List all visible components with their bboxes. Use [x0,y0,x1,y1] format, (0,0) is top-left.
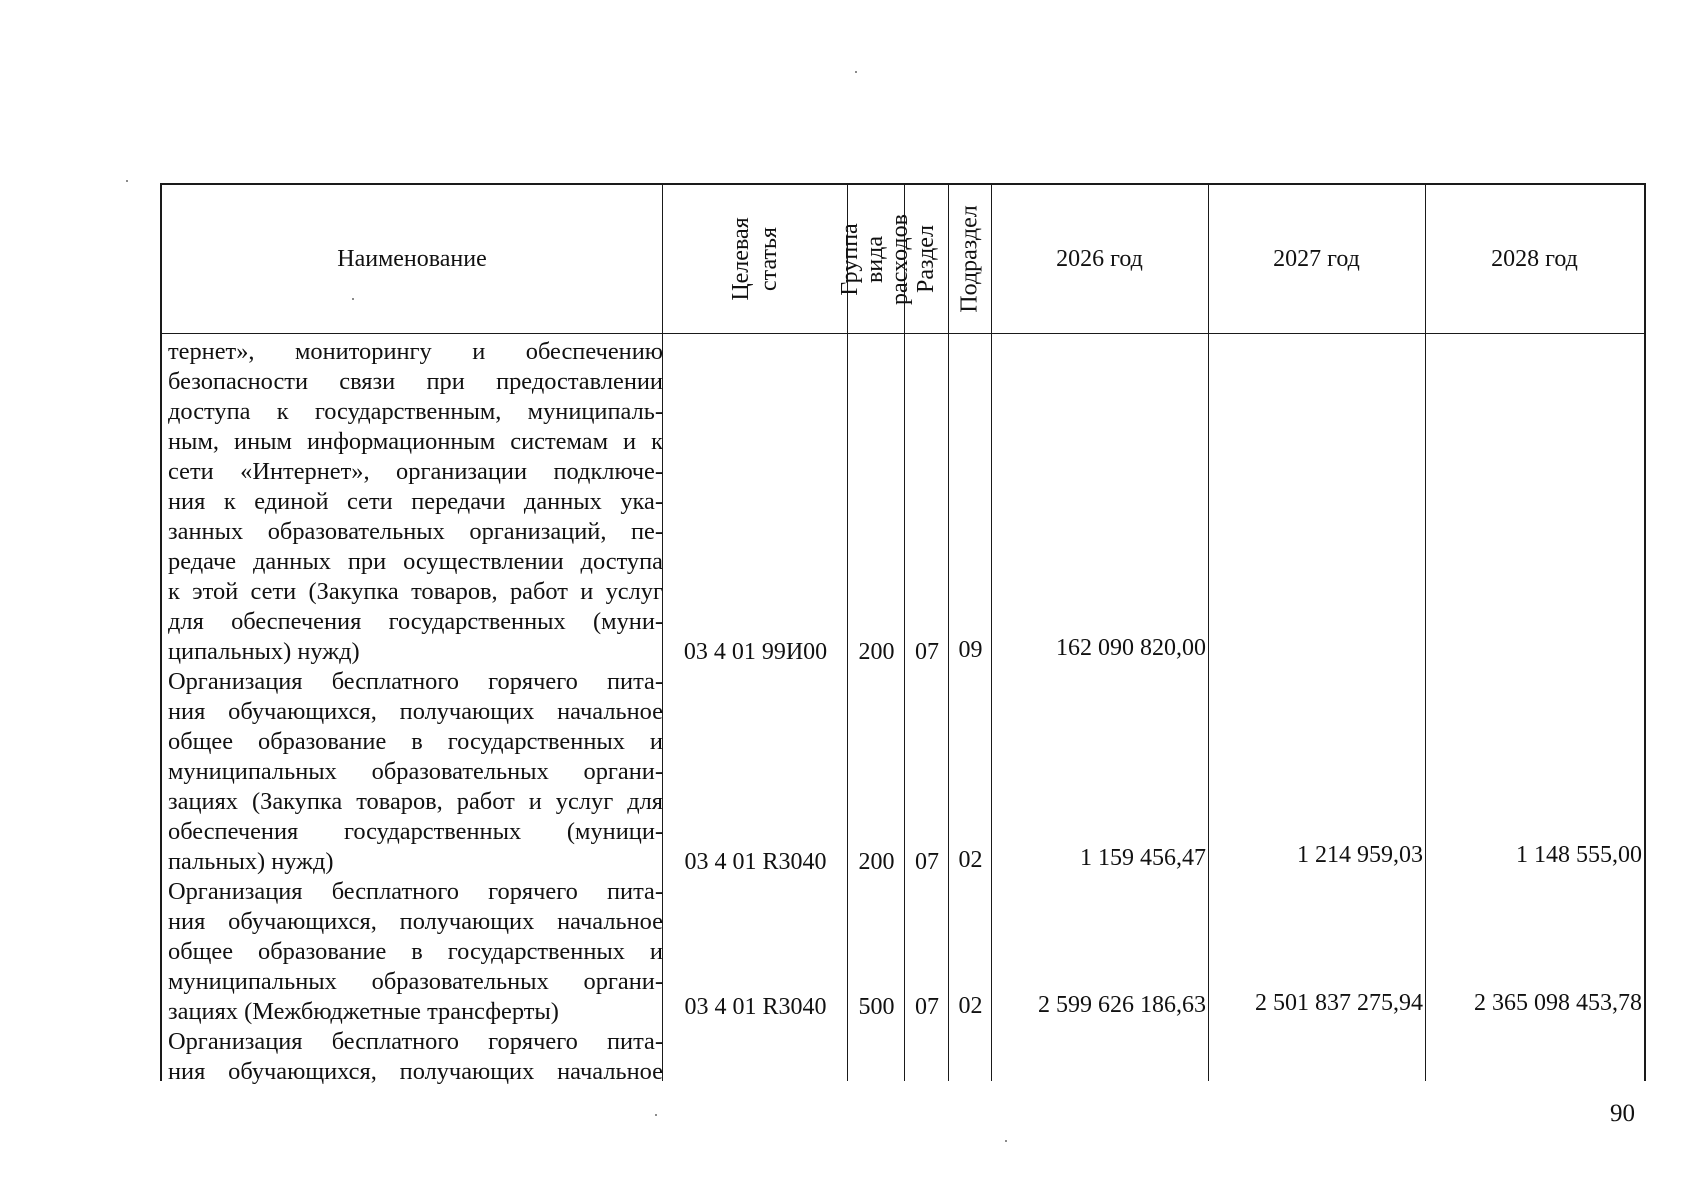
page-number: 90 [1610,1100,1635,1127]
row-4-line-1: Организация бесплатного горячего пита- [168,1028,663,1055]
row-3-line-4: муниципальных образовательных органи- [168,968,663,995]
row-3-description [168,877,663,1027]
row-3-section: 07 [915,994,939,1020]
scan-speck [1005,1140,1007,1142]
row-1-line-8: редаче данных при осуществлении доступа [168,548,663,575]
row-2-line-3: общее образование в государственных и [168,728,663,755]
row-1-line-10: для обеспечения государственных (муни- [168,608,663,635]
row-2-section: 07 [915,849,939,875]
scan-speck [126,180,128,182]
row-1-line-5: сети «Интернет», организации подключе- [168,458,663,485]
row-2-line-2: ния обучающихся, получающих начальное [168,698,663,725]
header-group [837,185,914,333]
row-2-2028: 1 148 555,00 [1516,842,1642,868]
header-target [662,185,847,333]
header-section-label: Раздел [913,225,940,293]
row-3-target: 03 4 01 R3040 [684,994,827,1020]
header-name [162,185,662,333]
header-2026 [991,185,1208,333]
row-3-group: 500 [858,994,895,1020]
row-1-section: 07 [915,639,939,665]
row-3-line-2: ния обучающихся, получающих начальное [168,908,663,935]
row-2-line-5: зациях (Закупка товаров, работ и услуг для [168,788,663,815]
row-1-line-1: тернет», мониторингу и обеспечению [168,338,663,365]
row-1-line-6: ния к единой сети передачи данных ука- [168,488,663,515]
row-4-line-2: ния обучающихся, получающих начальное [168,1058,663,1085]
row-3-2026: 2 599 626 186,63 [1038,992,1206,1018]
row-2-description [168,667,663,877]
row-1-line-4: ным, иным информационным системам и к [168,428,663,455]
header-divider [162,333,1644,334]
row-3-2027: 2 501 837 275,94 [1255,990,1423,1016]
header-target-label: Целевая статья [727,217,782,301]
row-1-line-3: доступа к государственным, муниципаль- [168,398,663,425]
header-subsection [948,185,991,333]
row-1-line-7: занных образовательных организаций, пе- [168,518,663,545]
header-group-label: Группа вида расходов [837,213,914,305]
row-1-line-2: безопасности связи при предоставлении [168,368,663,395]
row-3-line-3: общее образование в государственных и [168,938,663,965]
row-2-target: 03 4 01 R3040 [684,849,827,875]
header-2026-label: 2026 год [1056,245,1143,272]
row-1-2026: 162 090 820,00 [1056,635,1206,661]
row-2-group: 200 [858,849,895,875]
header-name-label: Наименование [337,245,487,272]
header-section [904,185,948,333]
header-subsection-label: Подраздел [956,205,983,313]
row-2-line-4: муниципальных образовательных органи- [168,758,663,785]
row-2-2027: 1 214 959,03 [1297,842,1423,868]
row-1-description [168,337,663,667]
budget-table [160,183,1646,1085]
row-3-subsection: 02 [958,993,983,1019]
row-2-2026: 1 159 456,47 [1080,845,1206,871]
header-2027 [1208,185,1425,333]
scan-speck [655,1114,657,1116]
row-4-description [168,1027,663,1087]
row-1-group: 200 [858,639,895,665]
scan-speck [352,298,354,300]
scan-speck [855,71,857,73]
row-2-line-6: обеспечения государственных (муници- [168,818,663,845]
row-1-target: 03 4 01 99И00 [683,639,828,665]
row-1-subsection: 09 [958,637,983,663]
row-3-line-5: зациях (Межбюджетные трансферты) [168,998,559,1025]
header-2027-label: 2027 год [1273,245,1360,272]
row-3-line-1: Организация бесплатного горячего пита- [168,878,663,905]
header-2028 [1425,185,1644,333]
row-2-line-1: Организация бесплатного горячего пита- [168,668,663,695]
row-1-line-11: ципальных) нужд) [168,638,360,665]
header-2028-label: 2028 год [1491,245,1578,272]
row-2-line-7: пальных) нужд) [168,848,334,875]
row-2-subsection: 02 [958,847,983,873]
row-3-2028: 2 365 098 453,78 [1474,990,1642,1016]
row-1-line-9: к этой сети (Закупка товаров, работ и услуг [168,578,663,605]
